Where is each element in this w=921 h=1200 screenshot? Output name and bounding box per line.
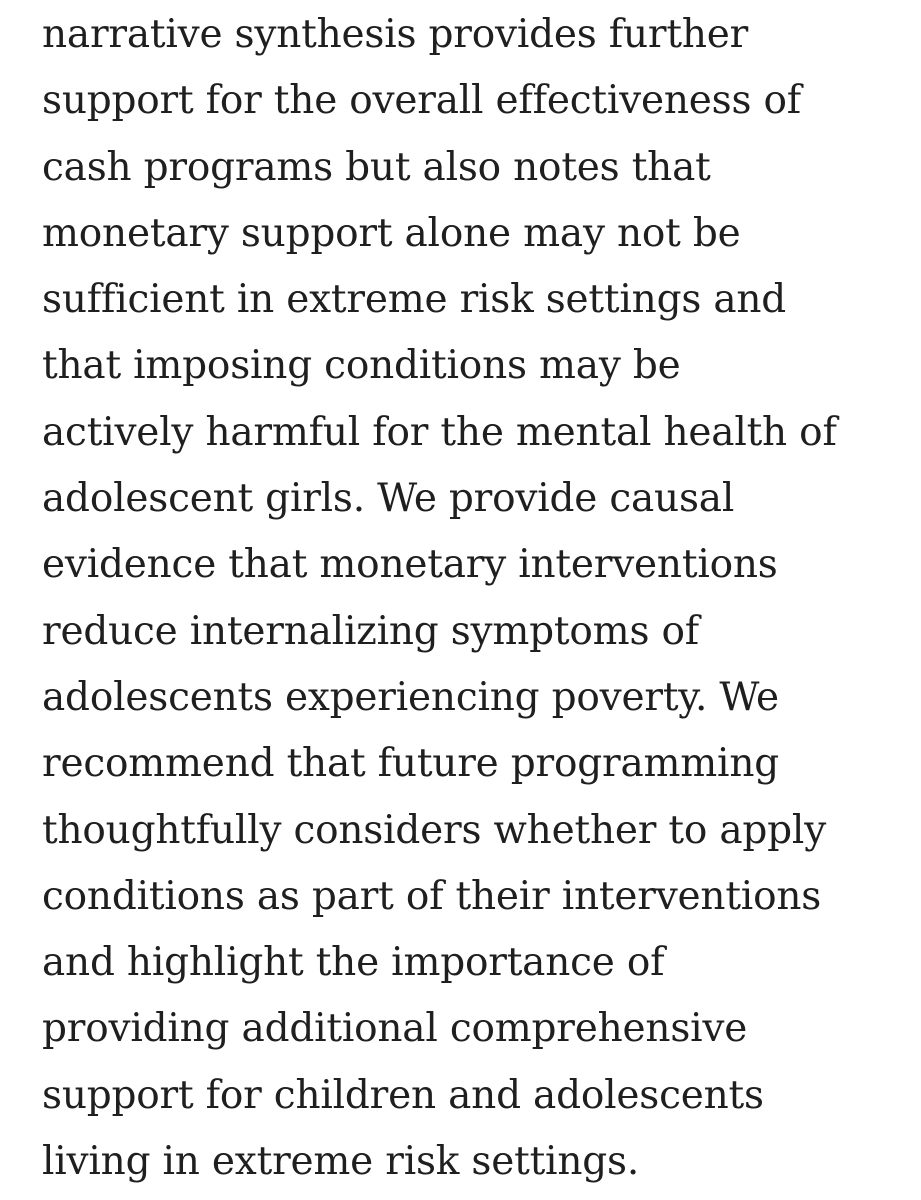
paragraph-line: actively harmful for the mental health of bbox=[42, 409, 837, 455]
paragraph-line: sufficient in extreme risk settings and bbox=[42, 277, 787, 323]
paragraph-line: adolescents experiencing poverty. We bbox=[42, 674, 779, 720]
paragraph-line: support for children and adolescents bbox=[42, 1072, 764, 1118]
paragraph-line: living in extreme risk settings. bbox=[42, 1139, 640, 1185]
paragraph-line: cash programs but also notes that bbox=[42, 144, 711, 190]
paragraph-line: thoughtfully considers whether to apply bbox=[42, 807, 827, 853]
paragraph-line: recommend that future programming bbox=[42, 741, 780, 787]
paragraph-line: support for the overall effectiveness of bbox=[42, 78, 801, 124]
paragraph-line: that imposing conditions may be bbox=[42, 343, 681, 389]
paragraph-line: reduce internalizing symptoms of bbox=[42, 608, 699, 654]
paragraph-line: monetary support alone may not be bbox=[42, 210, 741, 256]
article-paragraph bbox=[42, 0, 902, 1195]
paragraph-line: evidence that monetary interventions bbox=[42, 542, 778, 588]
paragraph-line: and highlight the importance of bbox=[42, 940, 665, 986]
paragraph-line: conditions as part of their interventions bbox=[42, 873, 822, 919]
paragraph-line: narrative synthesis provides further bbox=[42, 12, 749, 57]
paragraph-line: adolescent girls. We provide causal bbox=[42, 476, 735, 522]
paragraph-line: providing additional comprehensive bbox=[42, 1006, 748, 1052]
